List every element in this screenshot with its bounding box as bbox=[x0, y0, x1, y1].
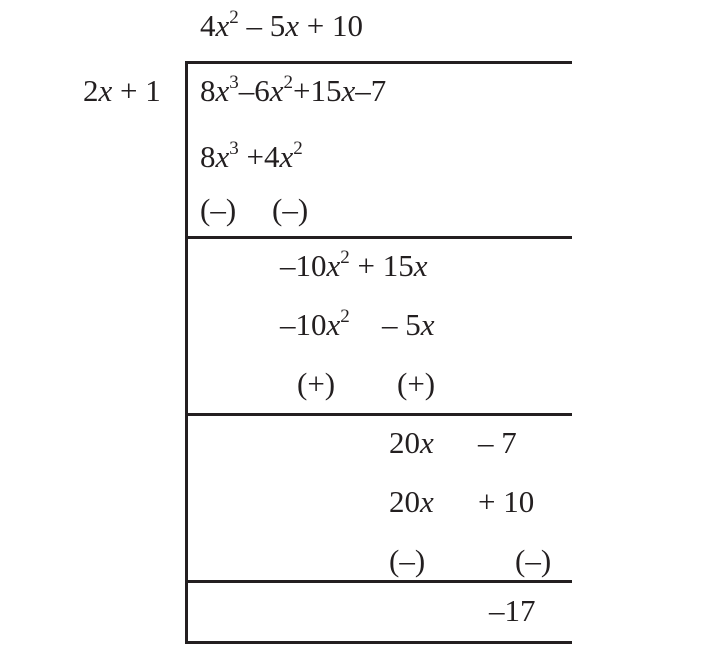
step3-remainder-a: 20x bbox=[389, 425, 434, 460]
step2-subtrahend-a: $-10x^2$ bbox=[280, 305, 350, 342]
step3-remainder-b: – 7 bbox=[478, 425, 517, 460]
quotient: $4x^2 - 5x + 10$ bbox=[200, 6, 364, 43]
subtraction-line-2 bbox=[185, 413, 572, 416]
step2-sign-1: (+) bbox=[297, 366, 336, 401]
division-bracket-bottom bbox=[185, 641, 572, 644]
subtraction-line-1 bbox=[185, 236, 572, 239]
step1-sign-1: (–) bbox=[200, 192, 237, 227]
step3-subtrahend-b: + 10 bbox=[478, 484, 535, 519]
step3-subtrahend-a: 20x bbox=[389, 484, 434, 519]
step1-sign-2: (–) bbox=[272, 192, 309, 227]
subtraction-line-3 bbox=[185, 580, 572, 583]
step3-sign-2: (–) bbox=[515, 543, 552, 578]
final-remainder: –17 bbox=[489, 593, 536, 628]
step3-sign-1: (–) bbox=[389, 543, 426, 578]
step1-subtrahend: $8x^3 +4x^2$ bbox=[200, 137, 303, 174]
division-bracket-vertical bbox=[185, 62, 188, 644]
dividend: $8x^3-6x^2+15x-7$ bbox=[200, 71, 387, 108]
division-bracket-top bbox=[185, 61, 572, 64]
divisor: 2x + 1 bbox=[83, 73, 161, 108]
step2-remainder: $-10x^2 + 15x$ bbox=[280, 246, 428, 283]
step2-sign-2: (+) bbox=[397, 366, 436, 401]
step2-subtrahend-b: – 5x bbox=[382, 307, 435, 342]
